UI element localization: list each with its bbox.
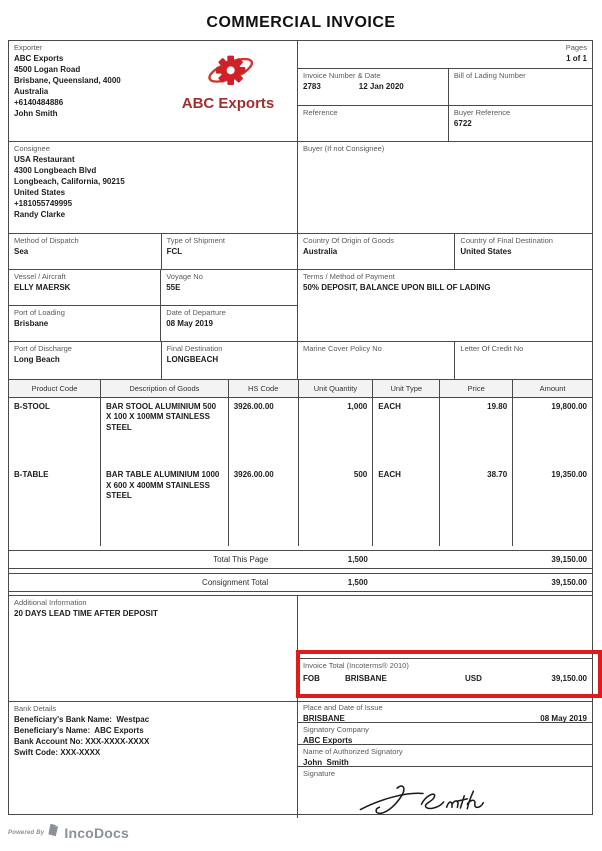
consignment-total-label: Consignment Total — [202, 578, 269, 587]
authorized-signatory-label: Name of Authorized Signatory — [303, 747, 403, 756]
bank-details-section — [9, 701, 297, 818]
invoice-total-place: BRISBANE — [345, 674, 387, 683]
bank-details-line: Beneficiary's Name: ABC Exports — [14, 726, 144, 735]
exporter-line: Brisbane, Queensland, 4000 — [14, 76, 121, 85]
consignee-line: USA Restaurant — [14, 155, 75, 164]
col-amount: Amount — [513, 380, 592, 397]
country-destination-section — [454, 234, 592, 269]
item-description: BAR STOOL ALUMINIUM 500 X 100 X 100MM STAINLESS STEEL — [101, 397, 229, 466]
country-origin-section — [297, 234, 454, 269]
item-hs-code: 3926.00.00 — [228, 466, 298, 535]
marine-policy-section — [297, 342, 454, 379]
header-right-column — [297, 41, 592, 141]
incodocs-brand: IncoDocs — [64, 824, 129, 841]
bank-details-label: Bank Details — [14, 704, 57, 713]
marine-policy-label: Marine Cover Policy No — [303, 344, 382, 353]
exporter-line: 4500 Logan Road — [14, 65, 81, 74]
consignee-line: Longbeach, California, 90215 — [14, 177, 125, 186]
authorized-signatory-value: John Smith — [303, 758, 349, 767]
table-row — [9, 397, 592, 466]
voyage-value: 55E — [166, 283, 181, 292]
type-of-shipment-label: Type of Shipment — [166, 236, 225, 245]
empty-box — [298, 596, 592, 658]
company-logo — [163, 49, 293, 112]
page-title: COMMERCIAL INVOICE — [206, 14, 396, 31]
authorized-signatory-section — [298, 744, 592, 766]
consignee-label: Consignee — [14, 144, 50, 153]
buyer-label: Buyer (If not Consignee) — [303, 144, 385, 153]
exporter-line: John Smith — [14, 109, 58, 118]
port-loading-label: Port of Loading — [14, 307, 65, 317]
place-date-issue-section — [298, 701, 592, 722]
signature-label: Signature — [303, 769, 336, 778]
vessel-terms-row — [9, 269, 592, 341]
item-description: BAR TABLE ALUMINIUM 1000 X 600 X 400MM STAINLESS STEEL — [101, 466, 229, 535]
col-price: Price — [440, 380, 513, 397]
item-unit-quantity: 1,000 — [298, 397, 373, 466]
voyage-section — [160, 270, 297, 305]
method-of-dispatch-label: Method of Dispatch — [14, 236, 79, 245]
consignee-line: United States — [14, 188, 66, 197]
item-price: 38.70 — [440, 466, 513, 535]
country-origin-value: Australia — [303, 247, 338, 256]
date-departure-value: 08 May 2019 — [166, 318, 213, 328]
exporter-section — [9, 41, 297, 141]
exporter-label: Exporter — [14, 43, 43, 52]
items-table-section — [9, 379, 592, 546]
incodocs-icon — [47, 822, 61, 843]
buyer-reference-section — [448, 106, 592, 142]
country-destination-value: United States — [460, 247, 512, 256]
bill-of-lading-label: Bill of Lading Number — [453, 71, 526, 80]
table-row — [9, 466, 592, 535]
col-unit-type: Unit Type — [373, 380, 440, 397]
invoice-total-section — [298, 658, 592, 701]
pages-value: 1 of 1 — [566, 54, 587, 63]
exporter-line: ABC Exports — [14, 54, 64, 63]
final-destination-label: Final Destination — [166, 344, 223, 353]
port-loading-value: Brisbane — [14, 318, 49, 328]
header-row — [9, 41, 592, 141]
item-unit-quantity: 500 — [298, 466, 373, 535]
item-price: 19.80 — [440, 397, 513, 466]
invoice-number-row — [298, 68, 592, 105]
pages-section — [298, 41, 592, 68]
voyage-label: Voyage No — [166, 272, 203, 281]
type-of-shipment-section — [161, 234, 297, 269]
bill-of-lading-section — [448, 69, 592, 105]
col-description: Description of Goods — [101, 380, 229, 397]
invoice-total-currency: USD — [465, 674, 482, 683]
invoice-total-incoterm: FOB — [303, 674, 320, 683]
signatory-company-value: ABC Exports — [303, 736, 353, 745]
item-unit-type: EACH — [373, 397, 440, 466]
signatory-company-label: Signatory Company — [303, 725, 369, 734]
place-date-issue-label: Place and Date of Issue — [303, 703, 383, 712]
signatory-company-section — [298, 722, 592, 744]
consignment-total-amount: 39,150.00 — [551, 578, 587, 587]
reference-label: Reference — [303, 107, 338, 117]
buyer-section — [297, 142, 592, 233]
additional-information-section — [9, 596, 297, 701]
handwritten-signature — [353, 779, 493, 823]
pages-label: Pages — [565, 43, 587, 52]
buyer-reference-value: 6722 — [453, 118, 472, 128]
bank-details-line: Swift Code: XXX-XXXX — [14, 748, 101, 757]
table-filler-row — [9, 535, 592, 546]
consignee-line: Randy Clarke — [14, 210, 66, 219]
items-header-row — [9, 380, 592, 397]
final-destination-section — [161, 342, 297, 379]
bank-details-line: Bank Account No: XXX-XXXX-XXXX — [14, 737, 150, 746]
total-this-page-quantity: 1,500 — [347, 555, 368, 564]
signature-section — [298, 766, 592, 818]
date-of-issue-value: 08 May 2019 — [540, 714, 587, 723]
vessel-value: ELLY MAERSK — [14, 283, 71, 292]
country-origin-label: Country Of Origin of Goods — [303, 236, 394, 245]
method-of-dispatch-value: Sea — [14, 247, 29, 256]
item-product-code: B-TABLE — [14, 470, 49, 480]
vessel-port-column — [9, 270, 297, 341]
method-of-dispatch-section — [9, 234, 161, 269]
consignee-row — [9, 141, 592, 233]
logo-text: ABC Exports — [181, 95, 275, 112]
exporter-line: Australia — [14, 87, 49, 96]
item-hs-code: 3926.00.00 — [228, 397, 298, 466]
total-this-page-amount: 39,150.00 — [551, 555, 587, 564]
place-of-issue-value: BRISBANE — [303, 714, 345, 723]
final-destination-value: LONGBEACH — [166, 355, 219, 364]
port-loading-section — [9, 306, 160, 342]
invoice-total-amount: 39,150.00 — [551, 674, 587, 683]
date-departure-label: Date of Departure — [166, 307, 226, 317]
item-amount: 19,350.00 — [513, 466, 592, 535]
consignment-total-quantity: 1,500 — [347, 578, 368, 587]
powered-by-label: Powered By — [8, 829, 45, 836]
bottom-block — [9, 595, 592, 818]
exporter-line: +6140484886 — [14, 98, 64, 107]
vessel-section — [9, 270, 160, 305]
reference-row — [298, 105, 592, 142]
letter-credit-section — [454, 342, 592, 379]
buyer-reference-label: Buyer Reference — [453, 107, 511, 117]
additional-information-label: Additional Information — [14, 598, 87, 607]
invoice-document — [8, 40, 593, 815]
letter-credit-label: Letter Of Credit No — [460, 344, 524, 353]
col-unit-quantity: Unit Quantity — [298, 380, 373, 397]
item-unit-type: EACH — [373, 466, 440, 535]
total-this-page-label: Total This Page — [213, 555, 269, 564]
footer — [8, 822, 129, 843]
invoice-total-label: Invoice Total (Incoterms® 2010) — [303, 661, 409, 670]
consignee-section — [9, 142, 297, 233]
bank-details-line: Beneficiary's Bank Name: Westpac — [14, 715, 150, 724]
terms-value: 50% DEPOSIT, BALANCE UPON BILL OF LADING — [303, 283, 491, 292]
consignee-line: 4300 Longbeach Blvd — [14, 166, 97, 175]
total-this-page-row — [9, 550, 592, 569]
item-product-code: B-STOOL — [14, 401, 50, 411]
type-of-shipment-value: FCL — [166, 247, 183, 256]
invoice-number-date-section — [298, 69, 448, 105]
terms-section — [297, 270, 592, 341]
terms-label: Terms / Method of Payment — [303, 272, 395, 281]
invoice-date-value: 12 Jan 2020 — [358, 82, 404, 91]
invoice-number-date-label: Invoice Number & Date — [303, 71, 381, 80]
col-hs-code: HS Code — [228, 380, 298, 397]
port-discharge-value: Long Beach — [14, 355, 60, 364]
invoice-number-value: 2783 — [303, 82, 321, 91]
date-departure-section — [160, 306, 297, 342]
dispatch-row — [9, 233, 592, 269]
item-amount: 19,800.00 — [513, 397, 592, 466]
vessel-label: Vessel / Aircraft — [14, 272, 66, 281]
consignment-total-row — [9, 573, 592, 592]
discharge-row — [9, 341, 592, 379]
port-discharge-label: Port of Discharge — [14, 344, 72, 353]
port-discharge-section — [9, 342, 161, 379]
bottom-left-column — [9, 596, 297, 818]
col-product-code: Product Code — [9, 380, 101, 397]
items-table — [9, 380, 592, 546]
consignee-line: +181055749995 — [14, 199, 73, 208]
reference-section — [298, 106, 448, 142]
bottom-right-column — [297, 596, 592, 818]
additional-information-value: 20 DAYS LEAD TIME AFTER DEPOSIT — [14, 609, 158, 618]
country-destination-label: Country of Final Destination — [460, 236, 553, 245]
